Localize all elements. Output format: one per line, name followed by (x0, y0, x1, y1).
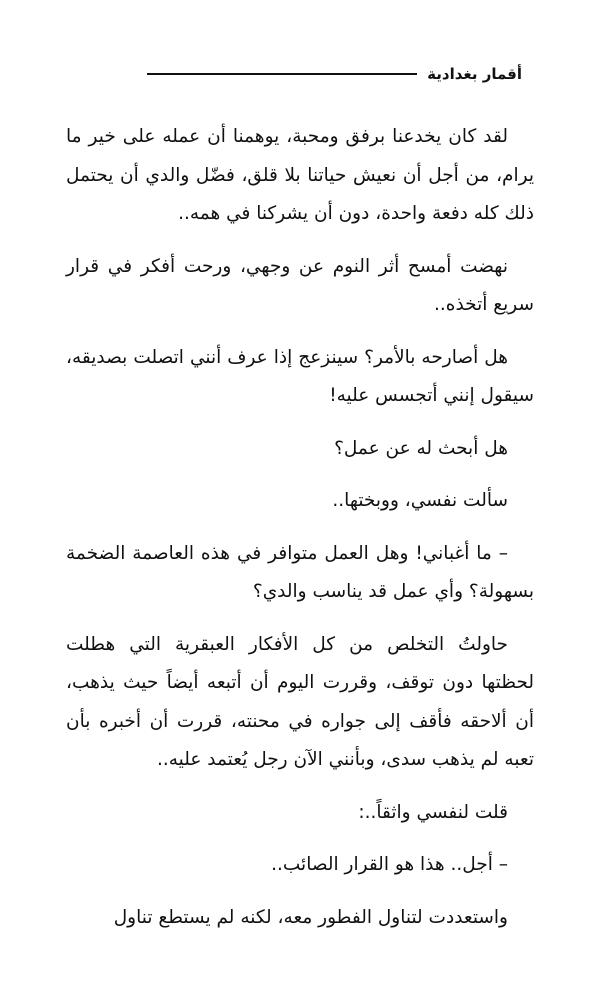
header-rule (147, 73, 417, 75)
dialogue-paragraph: – أجل.. هذا هو القرار الصائب.. (271, 854, 508, 875)
running-header (60, 60, 522, 88)
paragraph: هل أبحث له عن عمل؟ (334, 437, 508, 459)
book-title: أقمار بغدادية (427, 65, 522, 83)
body-text (66, 118, 534, 951)
paragraph: نهضت أمسح أثر النوم عن وجهي، ورحت أفكر في قرار سريع أتخذه.. (66, 255, 534, 315)
paragraph: قلت لنفسي واثقاً..: (358, 801, 508, 823)
paragraph: سألت نفسي، ووبختها.. (332, 490, 508, 511)
paragraph: هل أصارحه بالأمر؟ سينزعج إذا عرف أنني اتصلت بصديقه، سيقول إنني أتجسس عليه! (66, 346, 534, 406)
paragraph: واستعددت لتناول الفطور معه، لكنه لم يستطع تناول (113, 906, 508, 928)
paragraph: حاولتُ التخلص من كل الأفكار العبقرية التي هطلت لحظتها دون توقف، وقررت اليوم أن أتبعه أيضاً حيث يذهب، أن ألاحقه فأقف إلى جواره في محنته، قررت أن أخبره بأن تعبه لم يذهب سدى، وبأنني الآن رجل يُعتمد عليه.. (66, 633, 534, 770)
paragraph: لقد كان يخدعنا برفق ومحبة، يوهمنا أن عمله على خير ما يرام، من أجل أن نعيش حياتنا بلا قلق، فضّل والدي أن يحتمل ذلك كله دفعة واحدة، دون أن يشركنا في همه.. (66, 126, 534, 224)
dialogue-paragraph: – ما أغباني! وهل العمل متوافر في هذه العاصمة الضخمة بسهولة؟ وأي عمل قد يناسب والدي؟ (66, 542, 534, 602)
